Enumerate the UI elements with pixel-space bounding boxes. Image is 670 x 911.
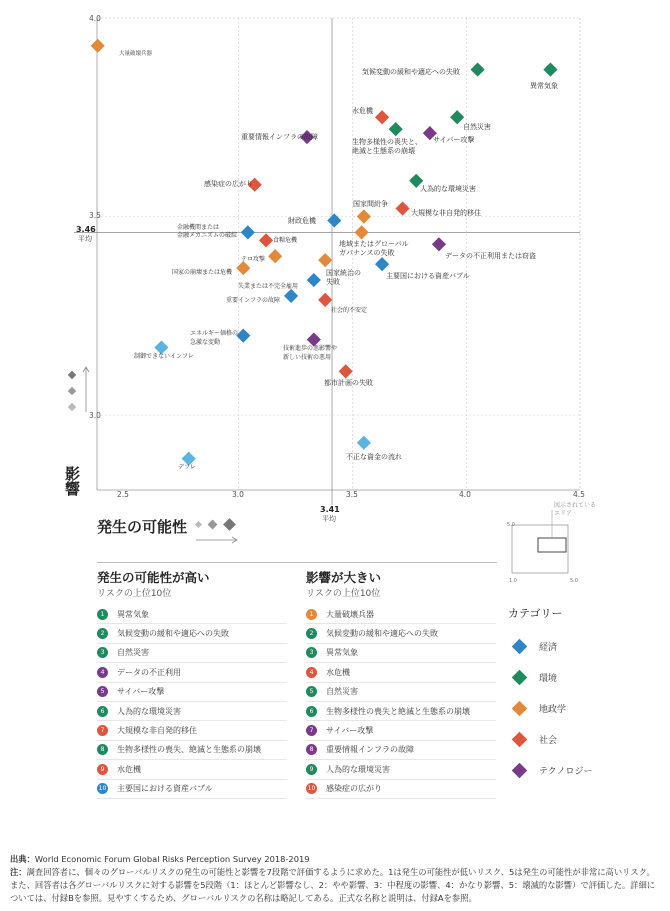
inset-tick-bottom: 1.0 (509, 578, 517, 584)
data-point-28 (339, 364, 353, 378)
rank-label: 重要情報インフラの故障 (326, 745, 414, 755)
point-label-cyber: サイバー攻撃 (433, 136, 475, 144)
rank-label: 異常気象 (326, 648, 358, 658)
rank-label: 水危機 (117, 764, 141, 774)
data-point-6 (389, 122, 403, 136)
y-axis-title-text: 影響 (63, 466, 81, 496)
point-label-bio-2: 絶滅と生態系の崩壊 (352, 147, 415, 155)
data-point-24 (318, 293, 332, 307)
impact-top10 (306, 568, 496, 799)
rank-number: 6 (306, 706, 317, 717)
mean-x-value: 3.41 (320, 505, 340, 514)
rank-row (97, 624, 287, 643)
point-label-food: 食糧危機 (273, 237, 298, 244)
point-label-gov-2: ガバナンスの失敗 (339, 249, 395, 257)
rank-row (306, 780, 496, 799)
category-label: 経済 (539, 643, 558, 653)
point-label-climate: 気候変動の緩和や適応への失敗 (362, 68, 460, 76)
rank-row (97, 721, 287, 740)
point-label-natgov-2: 失敗 (326, 278, 340, 286)
point-label-manmade: 人為的な環境災害 (420, 185, 476, 193)
rank-number: 10 (307, 785, 316, 793)
data-point-18 (268, 249, 282, 263)
likelihood-list (97, 605, 287, 799)
point-label-energy-1: エネルギー価格の (190, 330, 239, 337)
category-economic (508, 631, 658, 662)
rank-row (306, 644, 496, 663)
rank-label: 大量破壊兵器 (326, 609, 374, 619)
rank-row (97, 780, 287, 799)
rank-label: 主要国における資産バブル (117, 784, 213, 794)
rank-row (306, 683, 496, 702)
y-axis-title (63, 465, 81, 497)
point-label-infoinfra: 重要情報インフラの故障 (241, 133, 318, 141)
rank-label: 水危機 (326, 667, 350, 677)
rank-label: 人為的な環境災害 (117, 706, 181, 716)
inset-tick-top: 5.0 (507, 522, 515, 528)
category-geopolitics (508, 693, 658, 724)
point-label-bubble: 主要国における資産バブル (386, 272, 470, 280)
data-point-16 (259, 233, 273, 247)
rank-number: 4 (97, 667, 108, 678)
rank-number: 5 (306, 686, 317, 697)
note-text: 調査回答者に、個々のグローバルリスクの発生の可能性と影響を7段階で評価するように求めた。1は発生の可能性が低いリスク、5は発生の可能性が非常に高いリスク。また、回答者は各グローバルリスクに対する影響を5段階（1：ほとんど影響なし、2：やや影響、3：中程度の影響、4：かなり影響、5：壊滅的な影響）で評価した。詳細については、付録Bを参照。見やすくするため、グローバルリスクの名称は略記してある。正式な名称と説明は、付録Aを参照。 (10, 867, 656, 903)
rank-label: サイバー攻撃 (117, 687, 165, 697)
data-point-15 (355, 225, 369, 239)
rank-row (97, 741, 287, 760)
rank-row (306, 605, 496, 624)
inset-label-2: エリア (554, 510, 573, 517)
rank-row (306, 741, 496, 760)
category-legend-title: カテゴリー (508, 607, 563, 620)
category-diamond-icon (512, 639, 528, 655)
rank-number: 1 (306, 609, 317, 620)
rank-number: 6 (97, 706, 108, 717)
x-tick-2-5: 2.5 (117, 490, 129, 499)
source-label: 出典： (10, 854, 35, 864)
y-tick-4-0: 4.0 (89, 14, 101, 23)
point-label-natgov-1: 国家統治の (326, 269, 361, 277)
point-label-fiscal: 財政危機 (288, 217, 316, 225)
data-point-22 (307, 273, 321, 287)
point-label-extreme: 異常気象 (530, 82, 558, 90)
rank-number: 1 (97, 609, 108, 620)
rank-label: 気候変動の緩和や適応への失敗 (117, 629, 229, 639)
rank-number: 9 (97, 764, 108, 775)
rank-label: 自然災害 (117, 648, 149, 658)
point-label-natural: 自然災害 (463, 123, 491, 131)
category-society (508, 724, 658, 755)
note-line (10, 866, 662, 905)
category-label: 環境 (539, 674, 558, 684)
mean-x-sub: 平均 (322, 515, 336, 523)
category-legend (508, 605, 658, 786)
rank-label: 感染症の広がり (326, 784, 382, 794)
point-label-migration: 大規模な非自発的移住 (411, 209, 481, 217)
rank-row (97, 702, 287, 721)
point-label-deflation: デフレ (178, 464, 196, 471)
inset-tick-right: 5.0 (570, 578, 578, 584)
point-label-energy-2: 急激な変動 (190, 339, 221, 346)
rank-number: 7 (97, 725, 108, 736)
category-diamond-icon (512, 763, 528, 779)
note-label: 注： (10, 867, 27, 877)
rank-row (306, 760, 496, 779)
data-point-17 (432, 237, 446, 251)
rank-label: 異常気象 (117, 609, 149, 619)
category-diamond-icon (512, 732, 528, 748)
rank-label: 大規模な非自発的移住 (117, 726, 197, 736)
rank-number: 2 (97, 628, 108, 639)
data-point-5 (375, 110, 389, 124)
legend-divider (97, 562, 497, 563)
data-point-21 (236, 261, 250, 275)
data-point-1 (91, 39, 105, 53)
data-point-23 (284, 289, 298, 303)
category-technology (508, 755, 658, 786)
point-label-unemp: 失業または不完全雇用 (238, 283, 299, 290)
impact-list (306, 605, 496, 799)
point-label-illicit: 不正な資金の流れ (346, 453, 402, 461)
rank-row (306, 663, 496, 682)
rank-number: 4 (306, 667, 317, 678)
mean-y-sub: 平均 (78, 235, 92, 243)
rank-label: サイバー攻撃 (326, 726, 374, 736)
rank-row (97, 760, 287, 779)
rank-number: 8 (306, 744, 317, 755)
rank-number: 7 (306, 725, 317, 736)
data-point-11 (357, 209, 371, 223)
point-label-water: 水危機 (352, 107, 373, 115)
inset-label-1: 図示されている (554, 502, 597, 509)
category-label: テクノロジー (539, 767, 593, 777)
rank-label: データの不正利用 (117, 667, 181, 677)
rank-number: 3 (306, 647, 317, 658)
data-point-12 (395, 201, 409, 215)
rank-row (97, 683, 287, 702)
x-axis-title: 発生の可能性 (97, 518, 188, 536)
point-label-inflation: 制御できないインフレ (134, 353, 194, 360)
rank-row (97, 644, 287, 663)
x-tick-3-5: 3.5 (346, 490, 358, 499)
point-label-wmd: 大量破壊兵器 (119, 51, 153, 57)
rank-number: 2 (306, 628, 317, 639)
point-label-urban: 都市計画の失敗 (324, 379, 373, 387)
likelihood-top10-subtitle: リスクの上位10位 (97, 589, 172, 599)
point-label-interstate: 国家間紛争 (353, 200, 388, 208)
source-text: World Economic Forum Global Risks Perception Survey 2018-2019 (34, 854, 310, 864)
data-point-13 (327, 213, 341, 227)
rank-number: 10 (98, 785, 107, 793)
data-point-29 (357, 436, 371, 450)
data-point-14 (241, 225, 255, 239)
point-label-tech-2: 新しい技術の悪用 (283, 354, 332, 361)
source-line (10, 853, 662, 866)
likelihood-top10 (97, 568, 287, 799)
point-label-infra: 重要インフラの故障 (226, 297, 281, 304)
footer (10, 853, 662, 905)
inset-area-map (507, 501, 596, 584)
rank-label: 生物多様性の喪失と絶滅と生態系の崩壊 (326, 706, 470, 716)
y-tick-3-5: 3.5 (89, 211, 101, 220)
rank-label: 生物多様性の喪失、絶滅と生態系の崩壊 (117, 745, 261, 755)
x-axis-scale-glyph (195, 518, 237, 543)
x-tick-4-5: 4.5 (573, 490, 585, 499)
rank-row (97, 663, 287, 682)
category-list (508, 631, 658, 786)
rank-row (306, 624, 496, 643)
y-tick-3-0: 3.0 (89, 411, 101, 420)
rank-number: 9 (306, 764, 317, 775)
data-point-19 (318, 253, 332, 267)
data-point-2 (471, 63, 485, 77)
point-label-data: データの不正利用または窃盗 (445, 252, 536, 260)
point-label-terror: テロ攻撃 (241, 256, 266, 263)
mean-y-value: 3.46 (76, 225, 96, 234)
rank-number: 5 (97, 686, 108, 697)
point-label-statecollapse: 国家の崩壊または危機 (172, 269, 233, 276)
rank-label: 自然災害 (326, 687, 358, 697)
y-axis-scale-glyph (68, 367, 89, 412)
rank-label: 気候変動の緩和や適応への失敗 (326, 629, 438, 639)
point-label-bio-1: 生物多様性の喪失と、 (352, 138, 422, 146)
rank-row (306, 721, 496, 740)
data-point-25 (236, 329, 250, 343)
x-tick-4-0: 4.0 (459, 490, 471, 499)
category-label: 社会 (539, 736, 558, 746)
rank-number: 8 (97, 744, 108, 755)
rank-row (306, 702, 496, 721)
point-label-tech-1: 技術進歩の悪影響や (283, 345, 338, 352)
likelihood-top10-title: 発生の可能性が高い (97, 570, 210, 585)
point-label-gov-1: 地域またはグローバル (339, 240, 409, 248)
rank-row (97, 605, 287, 624)
impact-top10-subtitle: リスクの上位10位 (306, 589, 381, 599)
category-diamond-icon (512, 701, 528, 717)
category-label: 地政学 (539, 705, 567, 715)
point-label-social: 社会的不安定 (331, 307, 368, 314)
data-point-20 (375, 257, 389, 271)
category-diamond-icon (512, 670, 528, 686)
point-label-disease: 感染症の広がり (204, 180, 253, 188)
point-label-fin-1: 金融機関または (177, 224, 220, 231)
category-environment (508, 662, 658, 693)
data-point-3 (543, 63, 557, 77)
impact-top10-title: 影響が大きい (306, 570, 382, 585)
point-label-fin-2: 金融メカニズムの破綻 (177, 232, 238, 239)
rank-label: 人為的な環境災害 (326, 764, 390, 774)
rank-number: 3 (97, 647, 108, 658)
x-tick-3-0: 3.0 (232, 490, 244, 499)
point-labels (119, 49, 558, 471)
